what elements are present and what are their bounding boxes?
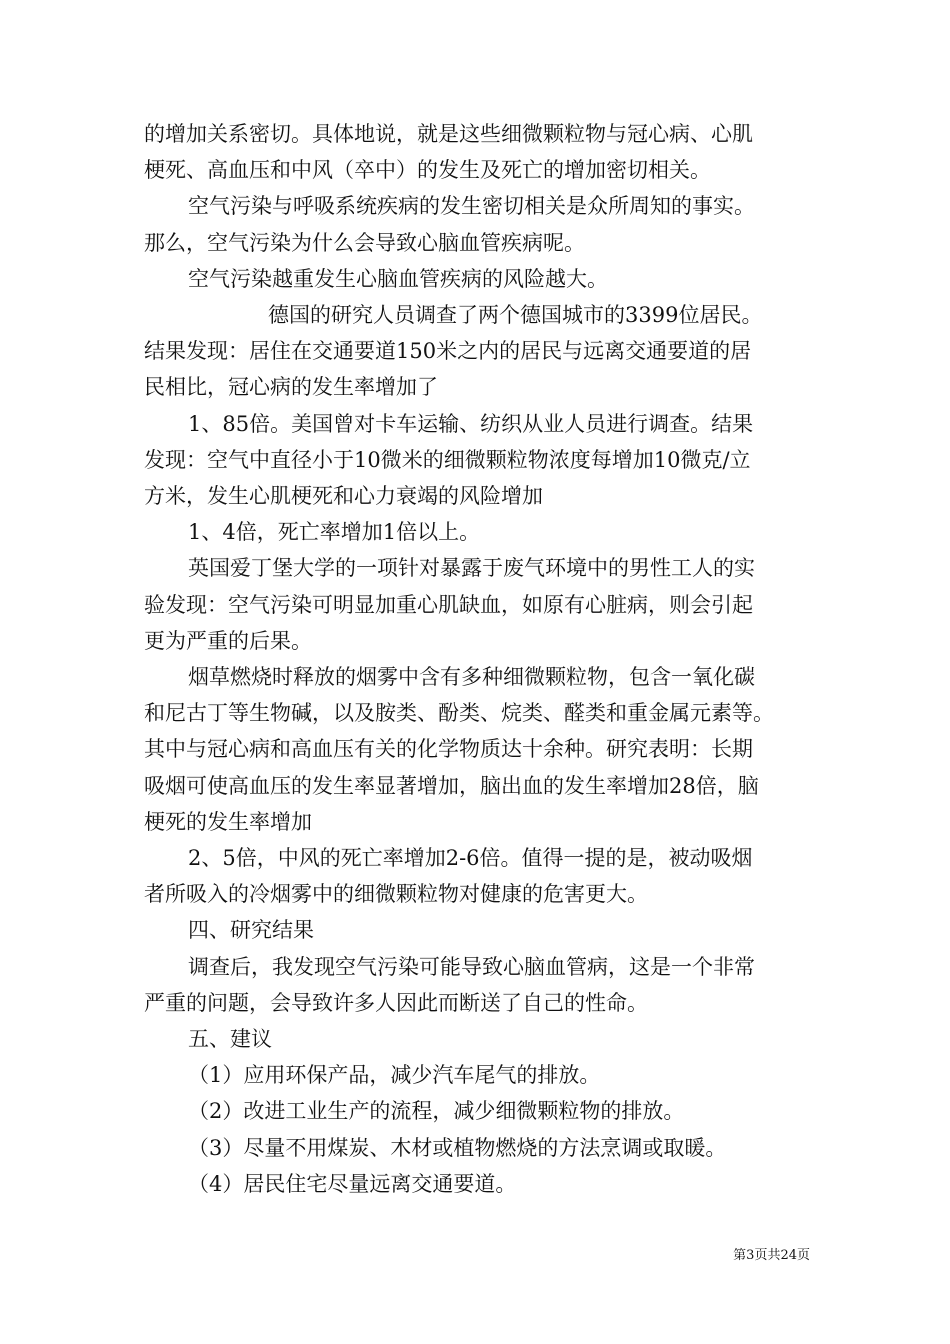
text-line: 德国的研究人员调查了两个德国城市的3399位居民。 bbox=[268, 303, 763, 328]
page-number: 第3页共24页 bbox=[733, 1248, 810, 1263]
text-line: 那么，空气污染为什么会导致心脑血管疾病呢。 bbox=[144, 230, 585, 255]
text-line: 梗死的发生率增加 bbox=[144, 809, 312, 834]
section-heading: 四、研究结果 bbox=[188, 918, 314, 943]
text-line: 1、85倍。美国曾对卡车运输、纺织从业人员进行调查。结果 bbox=[188, 411, 754, 436]
text-line: 和尼古丁等生物碱，以及胺类、酚类、烷类、醛类和重金属元素等。 bbox=[144, 701, 774, 726]
document-body bbox=[144, 116, 808, 1202]
text-line: 空气污染与呼吸系统疾病的发生密切相关是众所周知的事实。 bbox=[188, 194, 755, 219]
text-line: 其中与冠心病和高血压有关的化学物质达十余种。研究表明：长期 bbox=[144, 737, 753, 762]
list-item: （4）居民住宅尽量远离交通要道。 bbox=[188, 1171, 517, 1196]
text-line: 2、5倍，中风的死亡率增加2-6倍。值得一提的是，被动吸烟 bbox=[188, 846, 753, 871]
text-line: 发现：空气中直径小于10微米的细微颗粒物浓度每增加10微克/立 bbox=[144, 447, 751, 472]
text-line: 结果发现：居住在交通要道150米之内的居民与远离交通要道的居 bbox=[144, 339, 752, 364]
text-line: 调查后，我发现空气污染可能导致心脑血管病，这是一个非常 bbox=[188, 954, 755, 979]
text-line: 吸烟可使高血压的发生率显著增加，脑出血的发生率增加28倍，脑 bbox=[144, 773, 759, 798]
text-line: 方米，发生心肌梗死和心力衰竭的风险增加 bbox=[144, 484, 543, 509]
list-item: （1）应用环保产品，减少汽车尾气的排放。 bbox=[188, 1063, 601, 1088]
text-line: 严重的问题，会导致许多人因此而断送了自己的性命。 bbox=[144, 990, 648, 1015]
text-line: 民相比，冠心病的发生率增加了 bbox=[144, 375, 438, 400]
text-line: 英国爱丁堡大学的一项针对暴露于废气环境中的男性工人的实 bbox=[188, 556, 755, 581]
text-line: 空气污染越重发生心脑血管疾病的风险越大。 bbox=[188, 266, 608, 291]
text-line: 烟草燃烧时释放的烟雾中含有多种细微颗粒物，包含一氧化碳 bbox=[188, 665, 755, 690]
text-line: 1、4倍，死亡率增加1倍以上。 bbox=[188, 520, 481, 545]
text-line: 验发现：空气污染可明显加重心肌缺血，如原有心脏病，则会引起 bbox=[144, 592, 753, 617]
text-line: 梗死、高血压和中风（卒中）的发生及死亡的增加密切相关。 bbox=[144, 158, 711, 183]
text-line: 的增加关系密切。具体地说，就是这些细微颗粒物与冠心病、心肌 bbox=[144, 122, 753, 146]
section-heading: 五、建议 bbox=[188, 1027, 272, 1052]
list-item: （3）尽量不用煤炭、木材或植物燃烧的方法烹调或取暖。 bbox=[188, 1135, 727, 1160]
text-line: 者所吸入的冷烟雾中的细微颗粒物对健康的危害更大。 bbox=[144, 882, 648, 907]
list-item: （2）改进工业生产的流程，减少细微颗粒物的排放。 bbox=[188, 1099, 685, 1124]
text-line: 更为严重的后果。 bbox=[144, 628, 312, 653]
